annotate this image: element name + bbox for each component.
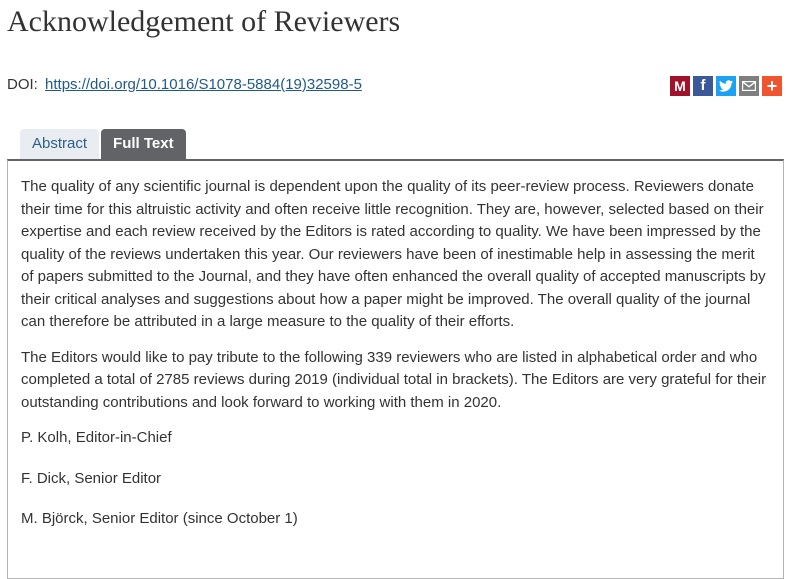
signature-editor-in-chief: P. Kolh, Editor-in-Chief <box>21 429 172 446</box>
email-icon[interactable] <box>739 76 759 96</box>
signature-senior-editor: F. Dick, Senior Editor <box>21 469 162 487</box>
doi-label: DOI: <box>7 76 38 93</box>
full-text-panel <box>7 159 784 579</box>
body-paragraph: The Editors would like to pay tribute to the following 339 reviewers who are listed in alphabetical order and who completed a total of 2785 reviews during 2019 (individual total in brackets). The Editors are very grateful for their outstanding contributions and look forward to working with them in 2020. <box>21 348 767 411</box>
body-paragraph: The quality of any scientific journal is dependent upon the quality of its peer-review process. Reviewers donate their time for this altruistic activity and often receive little recognition. They are, however, selected based on their expertise and each review received by the Editors is rated according to quality. We have been impressed by the quality of the reviews undertaken this year. Our reviewers have been of inestimable help in assessing the merit of papers submitted to the Journal, and they have often enhanced the overall quality of accepted manuscripts by their critical analyses and suggestions about how a paper might be improved. The overall quality of the journal can therefore be attributed in a large measure to the quality of their efforts. <box>21 178 766 330</box>
mendeley-icon[interactable]: M <box>670 76 690 96</box>
doi-link[interactable]: https://doi.org/10.1016/S1078-5884(19)32598-5 <box>45 76 362 93</box>
signature-senior-editor: M. Björck, Senior Editor (since October 1) <box>21 510 298 527</box>
share-toolbar <box>670 76 782 96</box>
page-title: Acknowledgement of Reviewers <box>7 5 401 38</box>
facebook-icon[interactable]: f <box>693 76 713 96</box>
article-tabs <box>20 129 186 159</box>
envelope-glyph <box>742 81 756 91</box>
doi-row <box>7 76 362 94</box>
tab-abstract[interactable]: Abstract <box>20 129 99 159</box>
twitter-icon[interactable] <box>716 76 736 96</box>
more-icon[interactable]: + <box>762 76 782 96</box>
tab-full-text[interactable]: Full Text <box>101 129 186 159</box>
twitter-bird-glyph <box>719 80 733 92</box>
